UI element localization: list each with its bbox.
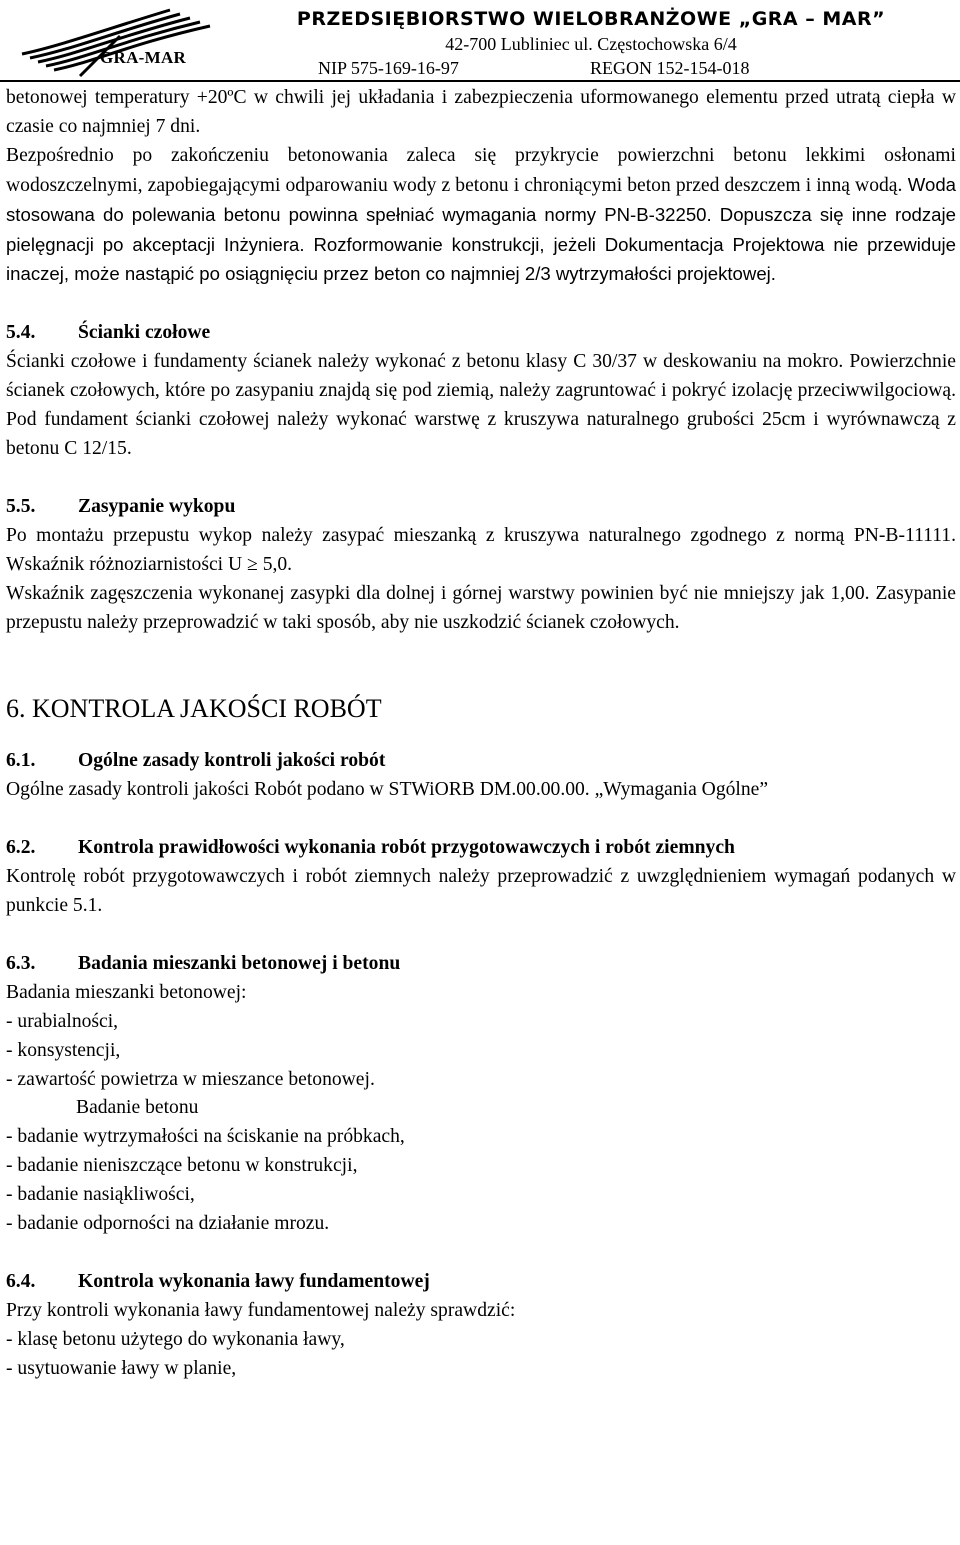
paragraph-6-1: Ogólne zasady kontroli jakości Robót podano w STWiORB DM.00.00.00. „Wymagania Ogólne” [6, 779, 769, 801]
concrete-tests-heading: Badanie betonu [76, 1097, 199, 1119]
list-item: - klasę betonu użytego do wykonania ławy, [6, 1328, 345, 1350]
company-address: 42-700 Lubliniec ul. Częstochowska 6/4 [445, 34, 737, 54]
spacer [6, 805, 956, 834]
section-number: 6.2. [6, 837, 36, 859]
section-heading-6-1 [6, 747, 956, 776]
paragraph-5-5-a: Po montażu przepustu wykop należy zasypać mieszanką z kruszywa naturalnego zgodnego z normą PN-B-11111. Wskaźnik różnoziarnistości U ≥ 5,0. [6, 524, 956, 575]
paragraph-5-5-b: Wskaźnik zagęszczenia wykonanej zasypki dla dolnej i górnej warstwy powinien być nie mniejszy jak 1,00. Zasypanie przepustu należy przeprowadzić w taki sposób, aby nie uszkodzić ścianek czołowych. [6, 582, 956, 633]
list-item: - konsystencji, [6, 1039, 121, 1061]
header-divider [0, 80, 960, 82]
section-title: Zasypanie wykopu [78, 495, 236, 517]
spacer [6, 464, 956, 493]
spacer [6, 637, 956, 693]
list-item: - badanie nieniszczące betonu w konstrukcji, [6, 1155, 358, 1177]
section-number: 6.4. [6, 1271, 36, 1292]
section-heading-6-4 [6, 1268, 956, 1297]
spacer [6, 1239, 956, 1268]
nip-number: NIP 575-169-16-97 [318, 58, 459, 78]
logo-text: GRA-MAR [100, 48, 187, 67]
section-heading-5-4 [6, 319, 956, 348]
section-title: Ogólne zasady kontroli jakości robót [78, 750, 386, 772]
section-title: Ścianki czołowe [78, 322, 211, 344]
list-item: - urabialności, [6, 1010, 119, 1032]
company-name: PRZEDSIĘBIORSTWO WIELOBRANŻOWE „GRA – MAR” [296, 8, 886, 30]
list-item: - zawartość powietrza w mieszance betonowej. [6, 1068, 375, 1090]
chapter-heading-6: 6. KONTROLA JAKOŚCI ROBÓT [6, 694, 382, 724]
section-title: Badania mieszanki betonowej i betonu [78, 952, 401, 974]
section-number: 6.1. [6, 750, 36, 772]
document-body [6, 84, 956, 1384]
section-heading-5-5 [6, 493, 956, 522]
spacer [6, 921, 956, 950]
list-item: - badanie nasiąkliwości, [6, 1184, 195, 1206]
section-number: 5.4. [6, 322, 36, 344]
regon-number: REGON 152-154-018 [590, 58, 750, 78]
section-heading-6-2 [6, 834, 956, 863]
s54-text-b: Powierzchnie ścianek czołowych, które po zasypaniu znajdą się pod ziemią, należy zagruntować i pokryć izolację przeciwwilgociową. Pod fundament ścianki czołowej należy wykonać warstwę z kruszywa naturalnego grubości 25cm i wyrównawczą z betonu C 12/15. [6, 351, 956, 459]
letterhead [0, 0, 960, 82]
list-item: - badanie wytrzymałości na ściskanie na próbkach, [6, 1126, 405, 1148]
curing-text-b: Woda stosowana do polewania betonu powinna spełniać wymagania normy PN-B-32250. Dopuszcza się inne rodzaje pielęgnacji po akceptacji Inżyniera. [6, 173, 956, 255]
logo-swoosh-icon [20, 6, 230, 80]
spacer [6, 290, 956, 319]
s54-text-a: Ścianki czołowe i fundamenty ścianek należy wykonać z betonu klasy C 30/37 w deskowaniu na mokro. [6, 351, 844, 373]
section-number: 6.3. [6, 952, 36, 974]
section-heading-6-3 [6, 950, 956, 979]
section-title: Kontrola wykonania ławy fundamentowej [78, 1271, 430, 1292]
curing-text-a: Bezpośrednio po zakończeniu betonowania zaleca się przykrycie powierzchni betonu lekkimi osłonami wodoszczelnymi, zapobiegającymi odparowaniu wody z betonu i chroniącymi beton przed deszczem i inną wodą. [6, 144, 956, 196]
section-number: 5.5. [6, 495, 36, 517]
list-item: - usytuowanie ławy w planie, [6, 1357, 237, 1379]
section-title: Kontrola prawidłowości wykonania robót przygotowawczych i robót ziemnych [78, 837, 735, 859]
curing-text-c: Rozformowanie konstrukcji, jeżeli Dokumentacja Projektowa nie przewiduje inaczej, może nastąpić po osiągnięciu przez beton co najmniej 2/3 wytrzymałości projektowej. [6, 233, 957, 285]
mix-tests-intro: Badania mieszanki betonowej: [6, 981, 247, 1003]
company-logo [20, 6, 230, 80]
spacer [6, 725, 956, 747]
list-item: - badanie odporności na działanie mrozu. [6, 1213, 330, 1235]
paragraph-curing [6, 142, 956, 291]
paragraph-6-2: Kontrolę robót przygotowawczych i robót ziemnych należy przeprowadzić z uwzględnieniem wymagań podanych w punkcie 5.1. [6, 866, 956, 917]
paragraph-curing-temperature: betonowej temperatury +20ºC w chwili jej układania i zabezpieczenia uformowanego elementu przed utratą ciepła w czasie co najmniej 7 dni. [6, 87, 956, 137]
foundation-check-intro: Przy kontroli wykonania ławy fundamentowej należy sprawdzić: [6, 1299, 516, 1321]
paragraph-5-4 [6, 348, 956, 464]
